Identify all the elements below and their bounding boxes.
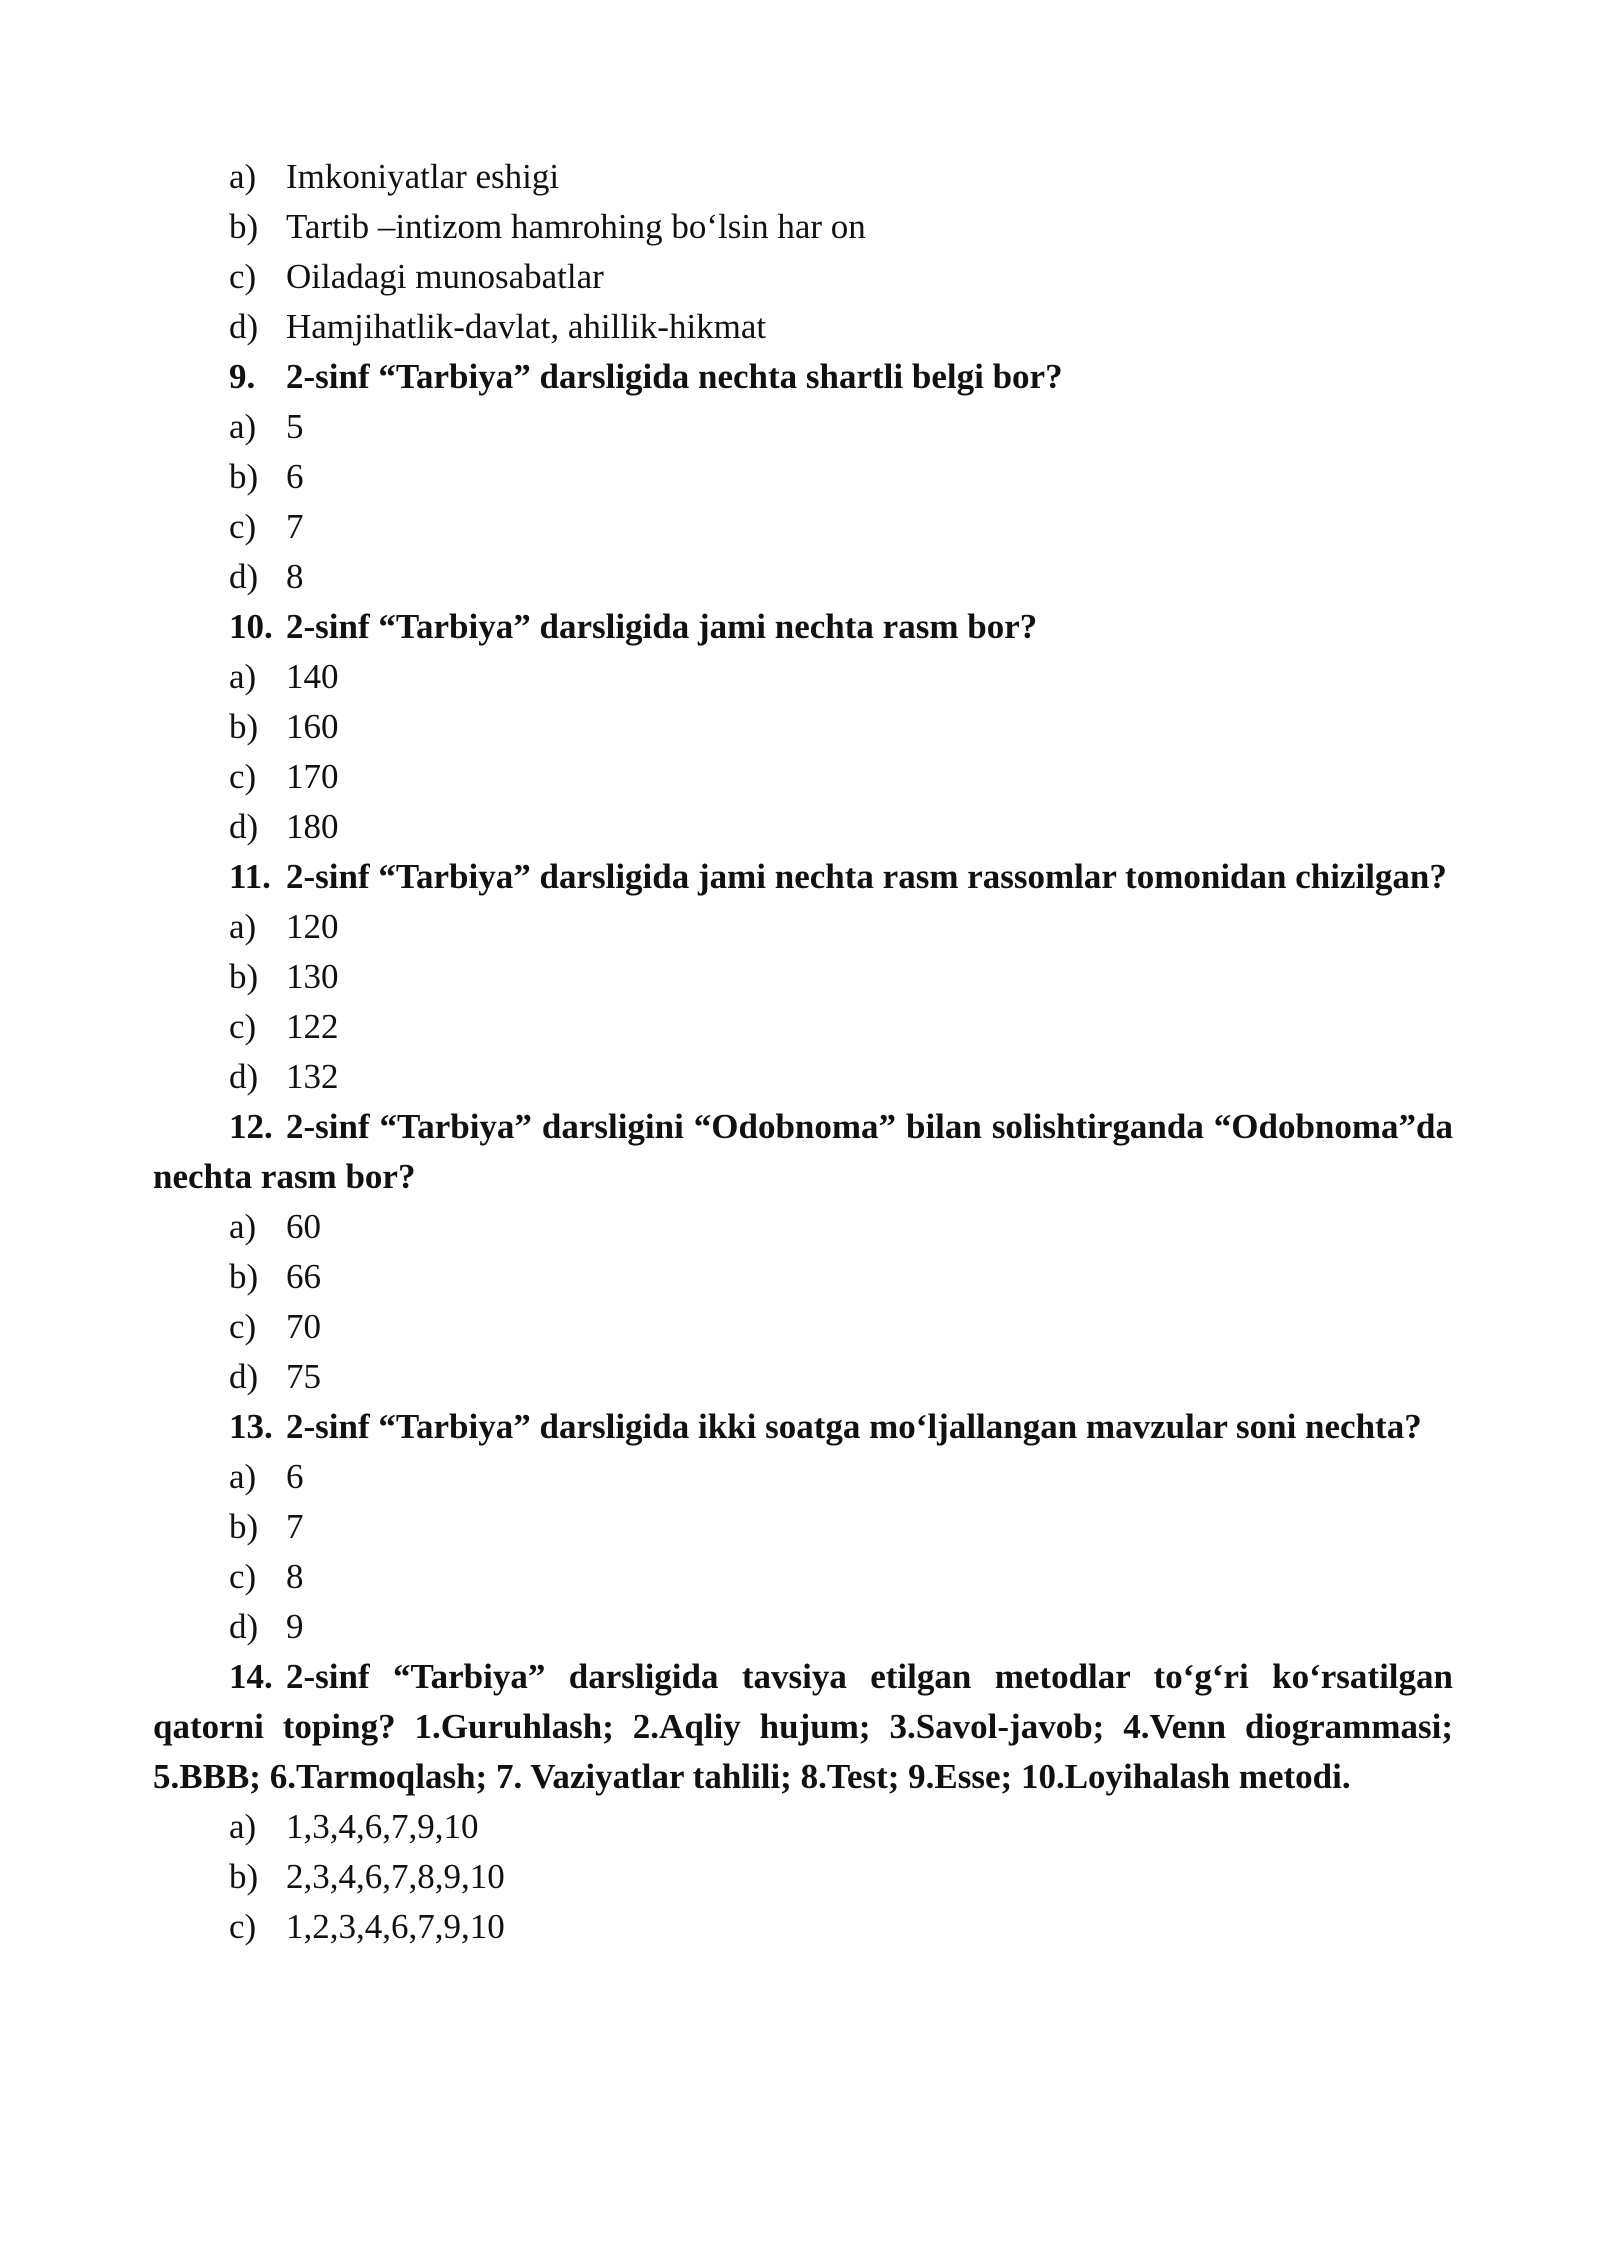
- option-text: Imkoniyatlar eshigi: [286, 157, 560, 196]
- question-13: [153, 1402, 1453, 1452]
- option-label: d): [229, 1057, 259, 1096]
- question-11: [153, 852, 1453, 902]
- option-text: 8: [286, 1557, 304, 1596]
- option-text: 66: [286, 1257, 321, 1296]
- option-text: 180: [286, 807, 339, 846]
- question-9: [153, 352, 1453, 402]
- option-text: 6: [286, 457, 304, 496]
- option-row: [153, 552, 1453, 602]
- question-14: [153, 1652, 1453, 1802]
- option-row: [153, 702, 1453, 752]
- option-row: [153, 1902, 1453, 1952]
- option-text: 60: [286, 1207, 321, 1246]
- option-row: [153, 952, 1453, 1002]
- option-row: [153, 1552, 1453, 1602]
- option-label: a): [229, 407, 257, 446]
- option-text: Hamjihatlik-davlat, ahillik-hikmat: [286, 307, 767, 346]
- option-label: b): [229, 207, 259, 246]
- options-q11: [153, 902, 1453, 1102]
- option-label: d): [229, 557, 259, 596]
- option-label: a): [229, 657, 257, 696]
- option-text: 7: [286, 507, 304, 546]
- option-row: [153, 252, 1453, 302]
- option-row: [153, 1052, 1453, 1102]
- option-row: [153, 1452, 1453, 1502]
- option-label: b): [229, 1257, 259, 1296]
- option-label: a): [229, 157, 257, 196]
- question-number: 9.: [229, 357, 256, 396]
- option-row: [153, 1852, 1453, 1902]
- option-text: 6: [286, 1457, 304, 1496]
- option-row: [153, 1502, 1453, 1552]
- option-label: c): [229, 757, 257, 796]
- option-text: 130: [286, 957, 339, 996]
- option-label: b): [229, 457, 259, 496]
- option-label: d): [229, 1607, 259, 1646]
- option-text: 132: [286, 1057, 339, 1096]
- option-label: c): [229, 257, 257, 296]
- option-label: c): [229, 1007, 257, 1046]
- option-row: [153, 802, 1453, 852]
- options-q8: [153, 152, 1453, 352]
- option-label: b): [229, 1507, 259, 1546]
- option-text: 170: [286, 757, 339, 796]
- option-label: c): [229, 507, 257, 546]
- option-label: c): [229, 1907, 257, 1946]
- options-q13: [153, 1452, 1453, 1652]
- option-text: 1,2,3,4,6,7,9,10: [286, 1907, 505, 1946]
- option-label: d): [229, 307, 259, 346]
- options-q14: [153, 1802, 1453, 1952]
- option-row: [153, 1252, 1453, 1302]
- option-label: a): [229, 1207, 257, 1246]
- option-text: 7: [286, 1507, 304, 1546]
- option-row: [153, 1302, 1453, 1352]
- option-text: 5: [286, 407, 304, 446]
- option-row: [153, 752, 1453, 802]
- document-page: [153, 152, 1453, 1952]
- question-text: 2-sinf “Tarbiya” darsligida nechta shartli belgi bor?: [286, 357, 1063, 396]
- option-text: 122: [286, 1007, 339, 1046]
- question-text: 2-sinf “Tarbiya” darsligida tavsiya etilgan metodlar to‘g‘ri ko‘rsatilgan qatorni toping? 1.Guruhlash; 2.Aqliy hujum; 3.Savol-javob; 4.Venn diogrammasi; 5.BBB; 6.Tarmoqlash; 7. Vaziyatlar tahlili; 8.Test; 9.Esse; 10.Loyihalash metodi.: [153, 1657, 1453, 1796]
- option-text: 8: [286, 557, 304, 596]
- option-row: [153, 1002, 1453, 1052]
- option-label: a): [229, 1807, 257, 1846]
- option-text: 70: [286, 1307, 321, 1346]
- option-row: [153, 1352, 1453, 1402]
- question-number: 14.: [229, 1657, 273, 1696]
- option-label: b): [229, 957, 259, 996]
- option-label: d): [229, 1357, 259, 1396]
- option-text: Tartib –intizom hamrohing bo‘lsin har on: [286, 207, 866, 246]
- option-text: 160: [286, 707, 339, 746]
- option-label: d): [229, 807, 259, 846]
- option-row: [153, 452, 1453, 502]
- option-text: 140: [286, 657, 339, 696]
- option-label: b): [229, 707, 259, 746]
- option-row: [153, 1202, 1453, 1252]
- option-text: 9: [286, 1607, 304, 1646]
- option-label: c): [229, 1307, 257, 1346]
- option-row: [153, 502, 1453, 552]
- question-text: 2-sinf “Tarbiya” darsligida jami nechta rasm rassomlar tomonidan chizilgan?: [286, 857, 1447, 896]
- option-row: [153, 302, 1453, 352]
- option-label: c): [229, 1557, 257, 1596]
- option-row: [153, 152, 1453, 202]
- option-row: [153, 402, 1453, 452]
- option-row: [153, 902, 1453, 952]
- option-text: Oiladagi munosabatlar: [286, 257, 604, 296]
- question-text: 2-sinf “Tarbiya” darsligida ikki soatga mo‘ljallangan mavzular soni nechta?: [286, 1407, 1422, 1446]
- option-label: a): [229, 1457, 257, 1496]
- question-number: 13.: [229, 1407, 273, 1446]
- option-label: b): [229, 1857, 259, 1896]
- question-text: 2-sinf “Tarbiya” darsligini “Odobnoma” bilan solishtirganda “Odobnoma”da nechta rasm bor?: [153, 1107, 1453, 1196]
- options-q12: [153, 1202, 1453, 1402]
- option-text: 120: [286, 907, 339, 946]
- option-label: a): [229, 907, 257, 946]
- options-q10: [153, 652, 1453, 852]
- option-row: [153, 652, 1453, 702]
- option-row: [153, 1802, 1453, 1852]
- option-row: [153, 1602, 1453, 1652]
- option-text: 75: [286, 1357, 321, 1396]
- question-number: 10.: [229, 607, 273, 646]
- option-text: 2,3,4,6,7,8,9,10: [286, 1857, 505, 1896]
- options-q9: [153, 402, 1453, 602]
- option-row: [153, 202, 1453, 252]
- question-number: 12.: [229, 1107, 273, 1146]
- question-10: [153, 602, 1453, 652]
- question-text: 2-sinf “Tarbiya” darsligida jami nechta rasm bor?: [286, 607, 1038, 646]
- question-number: 11.: [229, 857, 271, 896]
- question-12: [153, 1102, 1453, 1202]
- option-text: 1,3,4,6,7,9,10: [286, 1807, 479, 1846]
